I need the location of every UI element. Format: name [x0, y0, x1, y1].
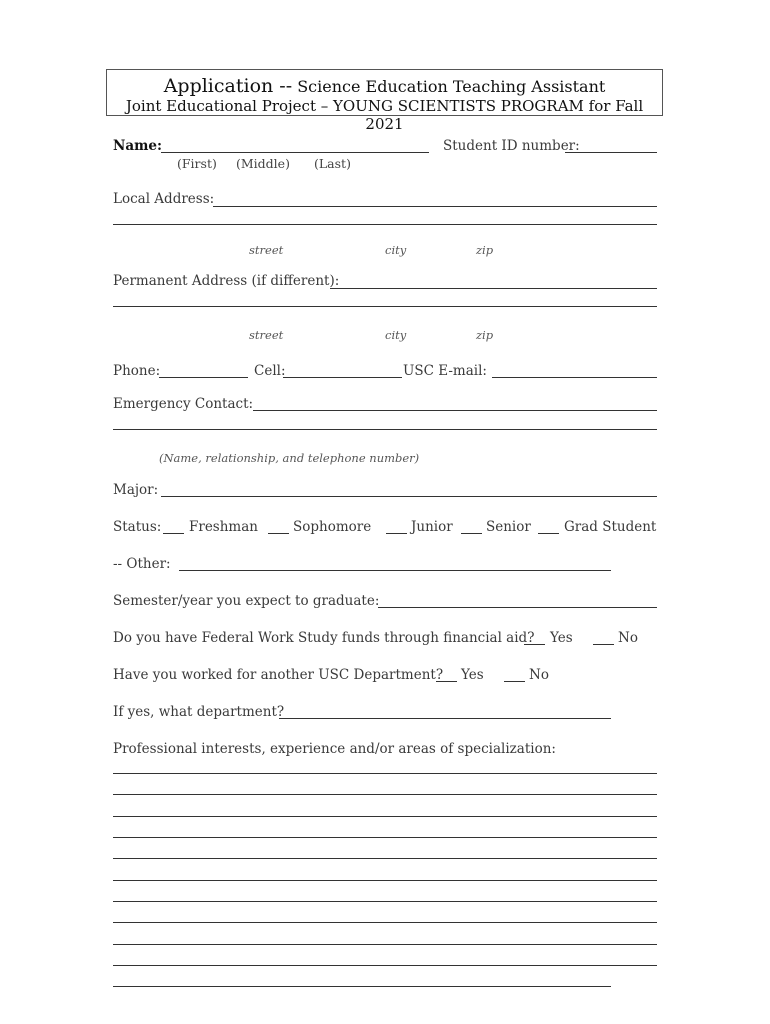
- interests-line-10[interactable]: [113, 965, 657, 966]
- cell-field[interactable]: [283, 377, 402, 378]
- permanent-address-field-1[interactable]: [330, 288, 657, 289]
- name-first-hint: (First): [177, 156, 217, 171]
- interests-label: Professional interests, experience and/or areas of specialization:: [113, 741, 556, 757]
- form-title: [107, 75, 662, 97]
- work-study-label: Do you have Federal Work Study funds through financial aid?: [113, 630, 535, 646]
- status-senior-blank[interactable]: [461, 533, 482, 534]
- form-subtitle: Joint Educational Project – YOUNG SCIENTISTS PROGRAM for Fall 2021: [125, 97, 644, 133]
- usc-dept-no-label: No: [529, 667, 549, 683]
- status-senior-label: Senior: [486, 519, 531, 535]
- interests-line-9[interactable]: [113, 944, 657, 945]
- emergency-contact-hint: (Name, relationship, and telephone number): [159, 451, 420, 465]
- usc-dept-yes-label: Yes: [461, 667, 484, 683]
- major-field[interactable]: [161, 496, 657, 497]
- usc-dept-yes-blank[interactable]: [436, 681, 457, 682]
- emergency-contact-field-1[interactable]: [253, 410, 657, 411]
- interests-line-8[interactable]: [113, 922, 657, 923]
- cell-label: Cell:: [254, 363, 286, 379]
- interests-line-5[interactable]: [113, 858, 657, 859]
- status-sophomore-blank[interactable]: [268, 533, 289, 534]
- work-study-no-label: No: [618, 630, 638, 646]
- permanent-city-hint: city: [385, 328, 407, 342]
- which-dept-label: If yes, what department?: [113, 704, 285, 720]
- status-grad-label: Grad Student: [564, 519, 657, 535]
- email-field[interactable]: [492, 377, 657, 378]
- work-study-yes-blank[interactable]: [524, 644, 545, 645]
- permanent-street-hint: street: [249, 328, 284, 342]
- interests-line-7[interactable]: [113, 901, 657, 902]
- status-label: Status:: [113, 519, 162, 535]
- status-junior-label: Junior: [411, 519, 453, 535]
- local-address-field-1[interactable]: [213, 206, 657, 207]
- email-label: USC E-mail:: [403, 363, 487, 379]
- usc-dept-no-blank[interactable]: [504, 681, 525, 682]
- emergency-contact-field-2[interactable]: [113, 429, 657, 430]
- which-dept-field[interactable]: [279, 718, 611, 719]
- graduate-label: Semester/year you expect to graduate:: [113, 593, 380, 609]
- name-label: Name:: [113, 138, 162, 154]
- status-grad-blank[interactable]: [538, 533, 559, 534]
- title-box: [106, 69, 663, 133]
- status-freshman-label: Freshman: [189, 519, 258, 535]
- permanent-address-label: Permanent Address (if different):: [113, 273, 340, 289]
- status-other-field[interactable]: [179, 570, 611, 571]
- student-id-field[interactable]: [565, 152, 657, 153]
- graduate-field[interactable]: [378, 607, 657, 608]
- name-last-hint: (Last): [314, 156, 351, 171]
- form-title-application: Application --: [163, 75, 293, 97]
- local-address-field-2[interactable]: [113, 224, 657, 225]
- major-label: Major:: [113, 482, 159, 498]
- student-id-label: Student ID number:: [443, 138, 580, 154]
- local-city-hint: city: [385, 243, 407, 257]
- name-field[interactable]: [161, 152, 429, 153]
- local-street-hint: street: [249, 243, 284, 257]
- status-other-label: -- Other:: [113, 556, 171, 572]
- emergency-contact-label: Emergency Contact:: [113, 396, 254, 412]
- local-address-label: Local Address:: [113, 191, 215, 207]
- interests-line-6[interactable]: [113, 880, 657, 881]
- phone-label: Phone:: [113, 363, 161, 379]
- local-zip-hint: zip: [476, 243, 494, 257]
- permanent-address-field-2[interactable]: [113, 306, 657, 307]
- name-middle-hint: (Middle): [236, 156, 290, 171]
- work-study-no-blank[interactable]: [593, 644, 614, 645]
- interests-line-3[interactable]: [113, 816, 657, 817]
- work-study-yes-label: Yes: [550, 630, 573, 646]
- interests-line-2[interactable]: [113, 794, 657, 795]
- status-junior-blank[interactable]: [386, 533, 407, 534]
- form-title-position: Science Education Teaching Assistant: [297, 77, 606, 96]
- interests-line-11[interactable]: [113, 986, 611, 987]
- status-sophomore-label: Sophomore: [293, 519, 372, 535]
- interests-line-1[interactable]: [113, 773, 657, 774]
- interests-line-4[interactable]: [113, 837, 657, 838]
- status-freshman-blank[interactable]: [163, 533, 184, 534]
- phone-field[interactable]: [159, 377, 248, 378]
- permanent-zip-hint: zip: [476, 328, 494, 342]
- usc-dept-label: Have you worked for another USC Department?: [113, 667, 444, 683]
